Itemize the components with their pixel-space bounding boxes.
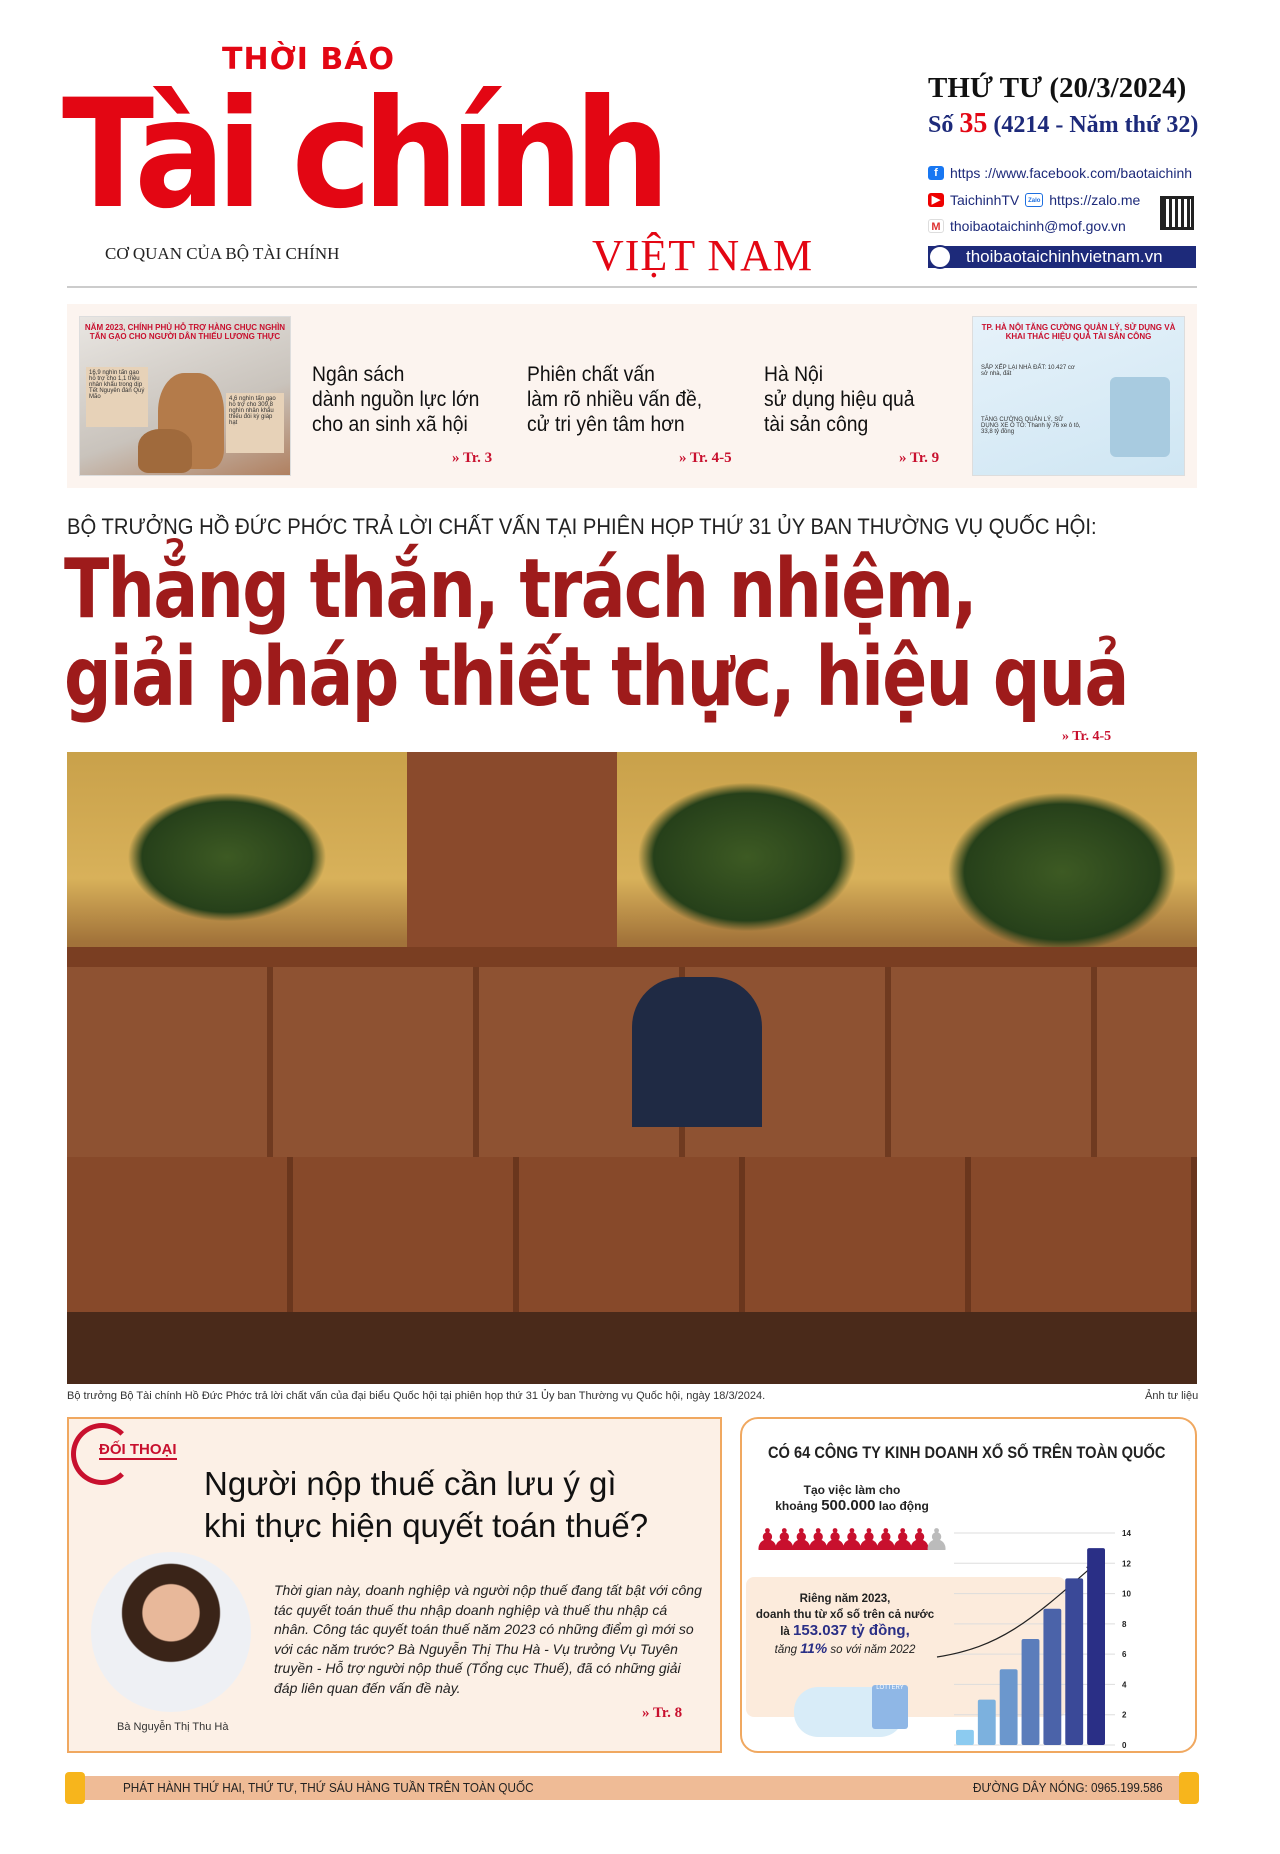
facebook-link[interactable]: [928, 165, 1192, 181]
lead-headline-line2[interactable]: giải pháp thiết thực, hiệu quả: [64, 630, 1128, 725]
dialogue-page-ref[interactable]: » Tr. 8: [642, 1705, 683, 1721]
y-tick-label: 8: [1122, 1619, 1127, 1629]
globe-icon: [928, 245, 952, 269]
palm-plant: [637, 782, 857, 932]
agency-label: CƠ QUAN CỦA BỘ TÀI CHÍNH: [105, 244, 340, 263]
bar: [1022, 1639, 1040, 1745]
y-tick-label: 10: [1122, 1589, 1131, 1599]
issue-num: 35: [959, 108, 988, 139]
teaser-page-ref[interactable]: » Tr. 9: [899, 450, 940, 466]
email-row: [928, 218, 1126, 234]
logo-sub: VIỆT NAM: [592, 231, 814, 280]
dialogue-body: Thời gian này, doanh nghiệp và người nộp thuế đang tất bật với công tác quyết toán thuế thu nhập doanh nghiệp và thuế thu nhập cá nhân. Công tác quyết toán thuế năm 2023 có những điểm gì mới so với các năm trước? Bà Nguyễn Thị Thu Hà - Vụ trưởng Vụ Tuyên truyền - Hỗ trợ người nộp thuế (Tổng cục Thuế), đã có những giải đáp liên quan đến vấn đề này.: [274, 1582, 702, 1696]
rice-fact-2: 4,6 nghìn tấn gạo hỗ trợ cho 309,8 nghìn nhân khẩu thiếu đói kỳ giáp hạt: [226, 393, 284, 453]
lottery-ticket: LOTTERY: [872, 1685, 908, 1729]
building-illustration: [1110, 377, 1170, 457]
website-link[interactable]: thoibaotaichinhvietnam.vn: [928, 246, 1196, 268]
person-icon: ♟: [838, 1523, 856, 1558]
issue-date: THỨ TƯ (20/3/2024): [928, 72, 1187, 104]
lead-page-ref[interactable]: » Tr. 4-5: [1062, 729, 1112, 744]
revenue-text: Riêng năm 2023, doanh thu từ xổ số trên cả nước là 153.037 tỷ đồng, tăng 11% so với năm 2022: [755, 1593, 935, 1656]
scroll-end-right: [1179, 1772, 1199, 1804]
issue-detail: (4214 - Năm thứ 32): [993, 112, 1199, 138]
infographic-title: CÓ 64 CÔNG TY KINH DOANH XỔ SỐ TRÊN TOÀN QUỐC: [768, 1443, 1166, 1462]
youtube-link[interactable]: TaichinhTV: [950, 192, 1020, 208]
teaser-item[interactable]: Ngân sách dành nguồn lực lớn cho an sinh xã hội: [312, 363, 480, 436]
photo-credit: Ảnh tư liệu: [1145, 1390, 1199, 1402]
public-assets-infographic[interactable]: [972, 316, 1185, 476]
person-icon: ♟: [754, 1523, 771, 1558]
teaser-page-ref[interactable]: » Tr. 3: [452, 450, 493, 466]
email-link[interactable]: thoibaotaichinh@mof.gov.vn: [950, 218, 1126, 234]
bar: [1043, 1609, 1061, 1745]
bar: [1000, 1669, 1018, 1745]
zalo-icon: Zalo: [1025, 193, 1043, 207]
qr-code: [1160, 196, 1194, 230]
scroll-end-left: [65, 1772, 85, 1804]
photo-caption: Bộ trưởng Bộ Tài chính Hồ Đức Phớc trả lời chất vấn của đại biểu Quốc hội tại phiên họp thứ 31 Ủy ban Thường vụ Quốc hội, ngày 18/3/2024.: [67, 1390, 766, 1402]
palm-plant: [947, 792, 1177, 952]
teaser-item[interactable]: Hà Nội sử dụng hiệu quả tài sản công: [764, 363, 915, 436]
footer-hotline: ĐƯỜNG DÂY NÓNG: 0965.199.586: [973, 1780, 1163, 1795]
teaser-item[interactable]: Phiên chất vấn làm rõ nhiều vấn đề, cử tri yên tâm hơn: [527, 363, 703, 436]
bar: [1065, 1578, 1083, 1745]
y-tick-label: 4: [1122, 1680, 1127, 1690]
dialogue-title[interactable]: Người nộp thuế cần lưu ý gì khi thực hiện quyết toán thuế?: [204, 1465, 649, 1544]
footer-bar: [67, 1776, 1197, 1800]
person-icon: ♟: [889, 1523, 907, 1558]
facebook-url[interactable]: https ://www.facebook.com/baotaichinh: [950, 165, 1193, 181]
assets-fact-1: SẮP XẾP LẠI NHÀ ĐẤT: 10.427 cơ sở nhà, đất: [981, 365, 1075, 377]
wood-pillar: [407, 752, 617, 952]
portrait-caption: Bà Nguyễn Thị Thu Hà: [117, 1721, 229, 1733]
footer-schedule: PHÁT HÀNH THỨ HAI, THỨ TƯ, THỨ SÁU HÀNG TUẦN TRÊN TOÀN QUỐC: [123, 1780, 534, 1795]
rice-sack: [138, 429, 192, 473]
speaker: [632, 977, 762, 1127]
logo-main: Tài chính: [62, 68, 662, 242]
portrait-photo: [91, 1552, 251, 1712]
assets-infographic-title: TP. HÀ NỘI TĂNG CƯỜNG QUẢN LÝ, SỬ DỤNG VÀ KHAI THÁC HIỆU QUẢ TÀI SẢN CÔNG: [981, 323, 1176, 341]
masthead-divider: [67, 286, 1197, 288]
issue-prefix: Số: [928, 112, 954, 138]
audience-row: [67, 1312, 1197, 1384]
palm-plant: [127, 792, 327, 922]
bar: [956, 1730, 974, 1745]
lottery-bar-chart: [742, 1419, 1197, 1753]
person-icon: ♟: [906, 1523, 924, 1558]
rice-fact-1: 16,9 nghìn tấn gạo hỗ trợ cho 1,1 triệu nhân khẩu trong dịp Tết Nguyên đán Quý Mão: [86, 367, 148, 427]
teaser-band: [67, 304, 1197, 488]
y-tick-label: 0: [1122, 1741, 1127, 1750]
y-tick-label: 6: [1122, 1650, 1127, 1660]
person-icon: ♟: [923, 1523, 940, 1558]
person-icon: ♟: [855, 1523, 873, 1558]
jobs-text: Tạo việc làm cho khoảng 500.000 lao động: [775, 1483, 929, 1514]
lower-podium: [67, 1157, 1197, 1317]
podium-top: [67, 947, 1197, 969]
lead-headline-line1[interactable]: Thẳng thắn, trách nhiệm,: [64, 542, 976, 637]
teaser-page-ref[interactable]: » Tr. 4-5: [679, 450, 732, 466]
lottery-infographic: [740, 1417, 1197, 1753]
logo-top: THỜI BÁO: [222, 42, 395, 77]
zalo-link[interactable]: https://zalo.me: [1049, 192, 1141, 208]
youtube-icon: ▶: [928, 193, 944, 207]
y-tick-label: 14: [1122, 1529, 1131, 1538]
lead-kicker: BỘ TRƯỞNG HỒ ĐỨC PHỚC TRẢ LỜI CHẤT VẤN TẠI PHIÊN HỌP THỨ 31 ỦY BAN THƯỜNG VỤ QUỐC HỘI:: [67, 514, 1097, 539]
lead-photo: [67, 752, 1197, 1384]
person-icon: ♟: [821, 1523, 839, 1558]
person-icon: ♟: [787, 1523, 805, 1558]
youtube-zalo-row: [928, 192, 1140, 208]
bar: [978, 1700, 996, 1745]
rice-infographic-title: NĂM 2023, CHÍNH PHỦ HỖ TRỢ HÀNG CHỤC NGHÌN TẤN GẠO CHO NGƯỜI DÂN THIẾU LƯƠNG THỰC: [84, 323, 286, 341]
assets-fact-2: TĂNG CƯỜNG QUẢN LÝ, SỬ DỤNG XE Ô TÔ: Thanh lý 76 xe ô tô, 33,8 tỷ đồng: [981, 417, 1081, 435]
issue-number: [928, 108, 1198, 140]
y-tick-label: 2: [1122, 1710, 1127, 1720]
dialogue-box[interactable]: [67, 1417, 722, 1753]
person-icon: ♟: [770, 1523, 788, 1558]
gmail-icon: M: [928, 219, 944, 233]
dialogue-badge: ĐỐI THOẠI: [99, 1441, 177, 1458]
person-icon: ♟: [872, 1523, 890, 1558]
person-icon: ♟: [804, 1523, 822, 1558]
bar: [1087, 1548, 1105, 1745]
y-tick-label: 12: [1122, 1559, 1131, 1569]
facebook-icon: f: [928, 166, 944, 180]
rice-infographic[interactable]: [79, 316, 291, 476]
